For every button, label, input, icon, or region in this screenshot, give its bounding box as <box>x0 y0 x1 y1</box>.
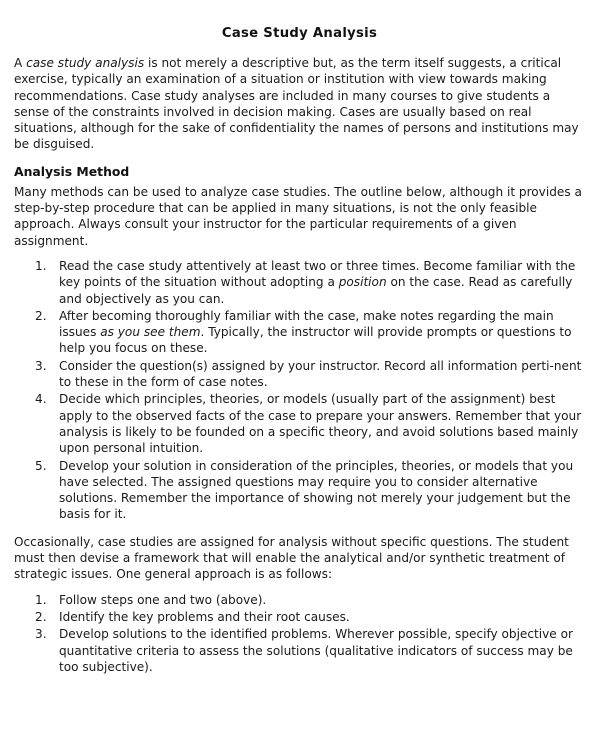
intro-text-before: A <box>14 56 27 70</box>
list-item-number: 3. <box>35 627 47 642</box>
list-item-text <box>59 308 585 357</box>
list-item-text <box>59 258 585 307</box>
list-item-text: Develop solutions to the identified problems. Wherever possible, specify objective or quantitative criteria to assess the solutions (qualitative indicators of success may be too subjective). <box>59 627 573 674</box>
list-item-number: 2. <box>35 609 47 624</box>
list-item-number: 1. <box>35 258 47 273</box>
list-item <box>14 391 585 456</box>
approach-list <box>14 592 585 675</box>
list-item-italic: as you see them <box>100 325 201 340</box>
intro-paragraph <box>14 55 585 153</box>
steps-list <box>14 258 585 523</box>
intro-italic-term: case study analysis <box>26 56 145 70</box>
list-item-text-part1: Read the case study attentively at least two or three times. Become familiar with the key points of the situation without adopting a <box>59 258 576 290</box>
list-item-number: 1. <box>35 592 47 607</box>
list-item-number: 5. <box>35 458 47 473</box>
list-item <box>14 308 585 357</box>
list-item-text <box>59 458 585 523</box>
list-item-text-part2: . Typically, the instructor will provide prompts or questions to help you focus on these. <box>59 325 572 356</box>
intro-text-after: is not merely a descriptive but, as the term itself suggests, a critical exercise, typically an examination of a situation or institution with view towards making recommendations. Case study analyses are included in many courses to give students a sense of the constraints involved in decision making. Cases are usually based on real situations, although for the sake of confidentiality the names of persons and institutions may be disguised. <box>14 56 579 152</box>
list-item-text-part2: on the case. Read as carefully and objectively as you can. <box>59 275 573 306</box>
list-item-italic: position <box>338 275 387 290</box>
list-item-text-part1: Consider the question(s) assigned by your instructor. Record all information perti-nent to these in the form of case notes. <box>59 358 582 390</box>
list-item-text: Follow steps one and two (above). <box>59 592 267 607</box>
list-item-number: 3. <box>35 358 47 373</box>
section-heading-analysis-method: Analysis Method <box>14 163 130 179</box>
list-item-text: Identify the key problems and their root causes. <box>59 609 350 624</box>
closing-paragraph: Occasionally, case studies are assigned for analysis without specific questions. The student must then devise a framework that will enable the analytical and/or synthetic treatment of strategic issues. One general approach is as follows: <box>14 534 569 582</box>
list-item-number: 2. <box>35 308 47 323</box>
list-item-text <box>59 391 585 456</box>
list-item-text-part1: Develop your solution in consideration of the principles, theories, or models that you have selected. The assigned questions may require you to consider alternative solutions. Remember the importance of showing not merely your judgement but the basis for it. <box>59 458 574 522</box>
page-title: Case Study Analysis <box>221 26 378 41</box>
analysis-method-paragraph: Many methods can be used to analyze case studies. The outline below, although it provides a step-by-step procedure that can be applied in many situations, is not the only feasible approach. Always consult your instructor for the particular requirements of a given assignment. <box>14 184 582 248</box>
list-item <box>14 258 585 307</box>
list-item-number: 4. <box>35 392 47 407</box>
list-item-text-part1: Decide which principles, theories, or models (usually part of the assignment) best apply to the observed facts of the case to prepare your answers. Remember that your analysis is likely to be founded on a specific theory, and avoid solutions based mainly upon personal intuition. <box>59 392 582 456</box>
list-item-text <box>59 358 585 391</box>
list-item <box>14 609 585 625</box>
list-item <box>14 458 585 523</box>
list-item <box>14 626 585 675</box>
list-item-text-part1: After becoming thoroughly familiar with the case, make notes regarding the main issues <box>59 308 554 340</box>
list-item <box>14 592 585 608</box>
list-item <box>14 358 585 391</box>
